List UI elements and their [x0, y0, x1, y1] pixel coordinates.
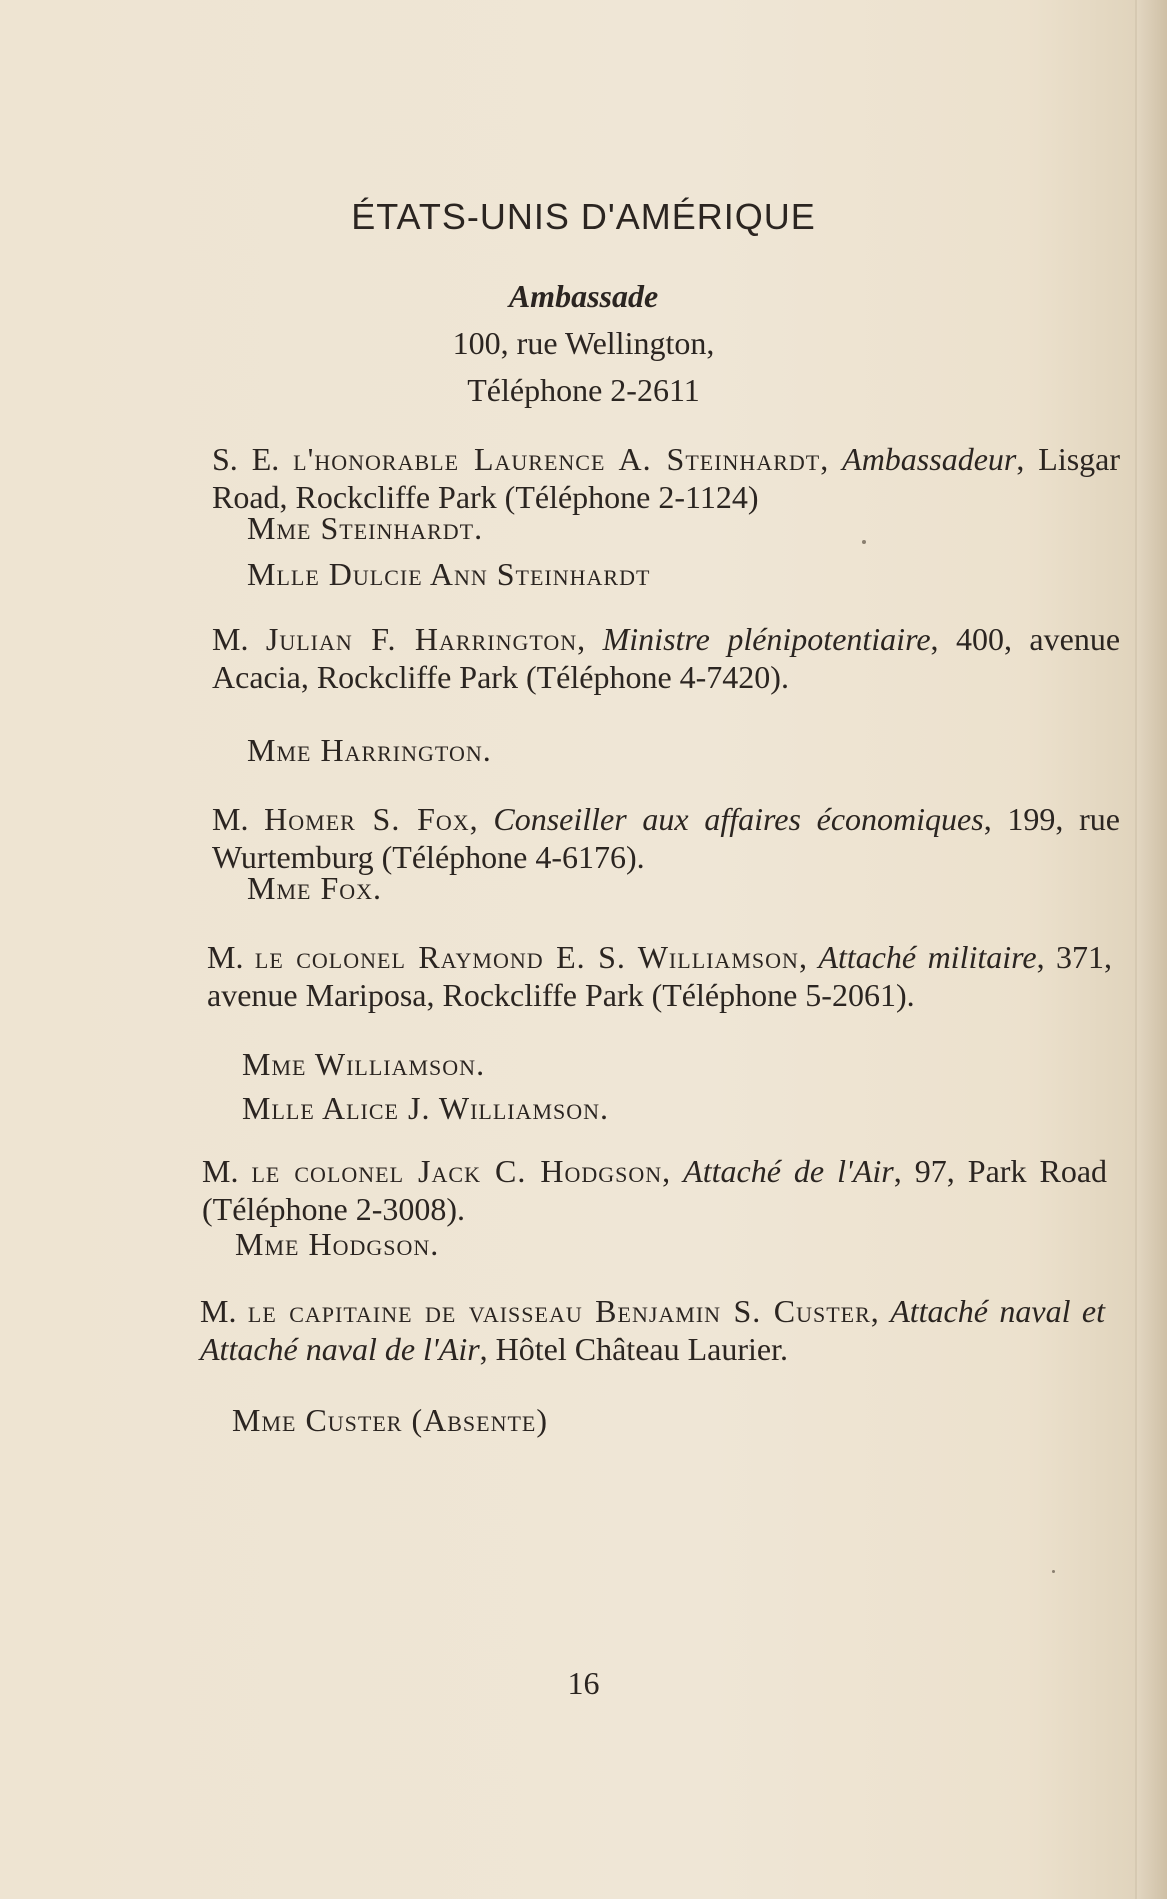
family-member: Mme Harrington.: [247, 732, 492, 768]
entry-separator: ,: [870, 1293, 891, 1329]
page-title: ÉTATS-UNIS D'AMÉRIQUE: [351, 196, 816, 237]
entry-fox: [212, 800, 1120, 876]
entry-details: , 199, rue Wurtemburg (Téléphone 4-6176).: [212, 801, 1121, 875]
entry-prefix: M.: [202, 1153, 252, 1189]
entry-details: , 371, avenue Mariposa, Rockcliffe Park (Téléphone 5-2061).: [207, 939, 1113, 1013]
ink-speck: [862, 540, 866, 544]
family-member: Mme Williamson.: [242, 1046, 486, 1082]
entry-steinhardt: [212, 440, 1120, 516]
entry-title: Attaché de l'Air: [683, 1153, 894, 1189]
entry-name: l'honorable Laurence A. Steinhardt: [293, 441, 821, 477]
entry-title: Attaché militaire: [818, 939, 1037, 975]
ink-speck: [1052, 1570, 1055, 1573]
entry-separator: ,: [469, 801, 494, 837]
entry-details: , Hôtel Château Laurier.: [479, 1331, 788, 1367]
entry-prefix: M.: [200, 1293, 248, 1329]
entry-name: Homer S. Fox: [264, 801, 470, 837]
entry-title: Ambassadeur: [842, 441, 1017, 477]
entry-details: , 97, Park Road (Téléphone 2-3008).: [202, 1153, 1108, 1227]
entry-name: le colonel Raymond E. S. Williamson: [254, 939, 799, 975]
embassy-address: 100, rue Wellington,: [452, 325, 715, 361]
entry-williamson: [207, 938, 1112, 1014]
family-member: Mme Steinhardt.: [247, 510, 484, 546]
entry-separator: ,: [577, 621, 603, 657]
entry-title: Conseiller aux affaires économiques: [493, 801, 984, 837]
entry-harrington: [212, 620, 1120, 696]
entry-details: , 400, avenue Acacia, Rockcliffe Park (Téléphone 4-7420).: [212, 621, 1121, 695]
entry-custer: [200, 1292, 1105, 1368]
family-member: Mme Custer (Absente): [232, 1402, 549, 1438]
family-member: Mlle Alice J. Williamson.: [242, 1090, 610, 1126]
entry-title: Attaché naval et Attaché naval de l'Air: [200, 1293, 1106, 1367]
entry-separator: ,: [820, 441, 843, 477]
entry-title: Ministre plénipotentiaire: [602, 621, 931, 657]
entry-details: , Lisgar Road, Rockcliffe Park (Téléphone 2-1124): [212, 441, 1121, 515]
embassy-telephone: Téléphone 2-2611: [467, 372, 700, 408]
entry-prefix: S. E.: [212, 441, 294, 477]
page-number: 16: [567, 1665, 600, 1701]
entry-hodgson: [202, 1152, 1107, 1228]
entry-separator: ,: [662, 1153, 684, 1189]
entry-name: le colonel Jack C. Hodgson: [251, 1153, 663, 1189]
entry-separator: ,: [798, 939, 819, 975]
entry-prefix: M.: [212, 621, 266, 657]
embassy-label: Ambassade: [508, 278, 659, 314]
family-member: Mme Fox.: [247, 870, 383, 906]
entry-prefix: M.: [207, 939, 255, 975]
entry-prefix: M.: [212, 801, 265, 837]
family-member: Mme Hodgson.: [235, 1226, 440, 1262]
entry-name: Julian F. Harrington: [265, 621, 578, 657]
entry-name: le capitaine de vaisseau Benjamin S. Custer: [247, 1293, 871, 1329]
family-member: Mlle Dulcie Ann Steinhardt: [247, 556, 651, 592]
